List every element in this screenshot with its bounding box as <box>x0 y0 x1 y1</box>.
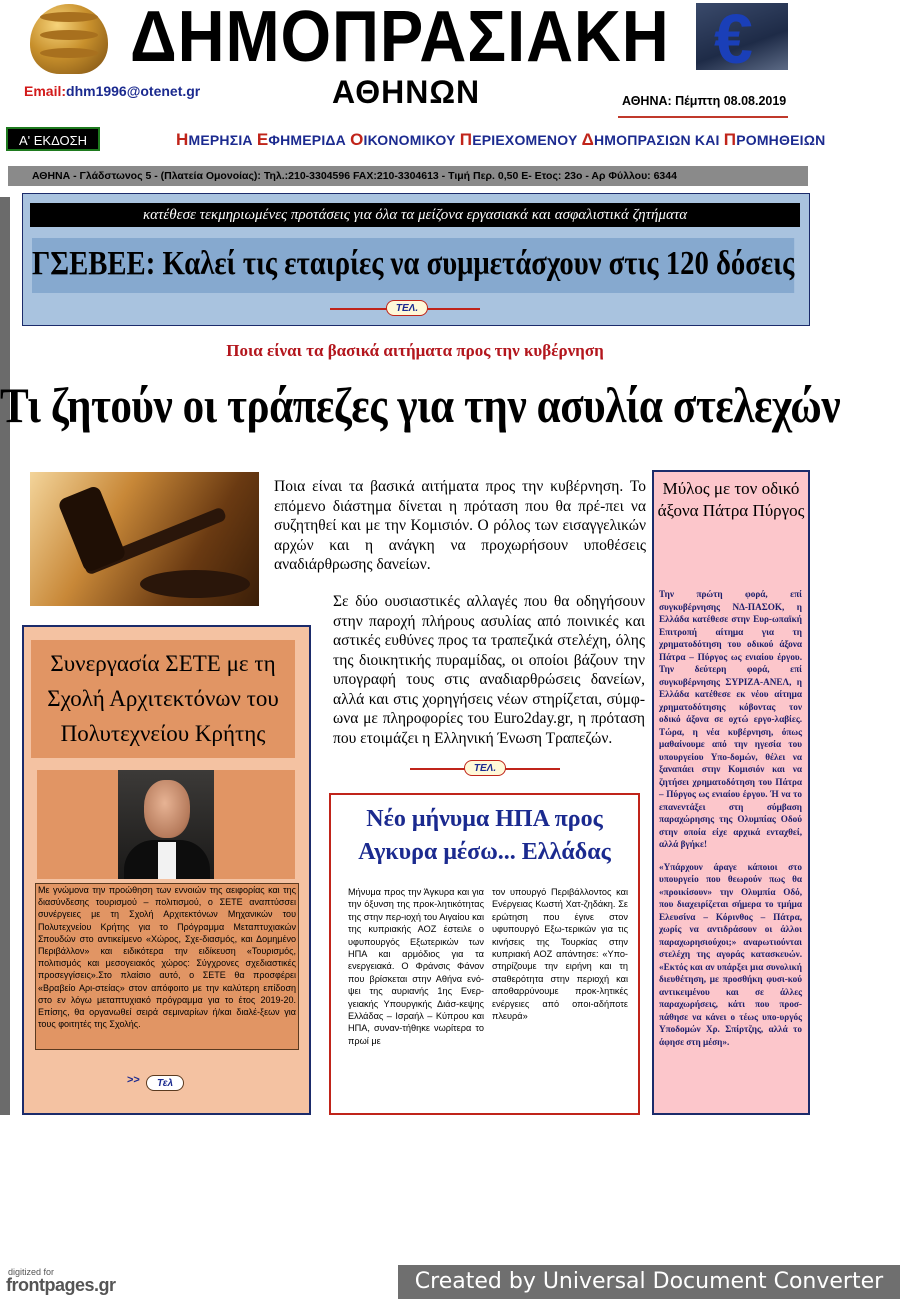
digitized-label: digitized for <box>8 1267 55 1277</box>
email-address[interactable]: dhm1996@otenet.gr <box>66 83 201 99</box>
road-article-title[interactable]: Μύλος με τον οδικό άξονα Πάτρα Πύργος <box>657 479 805 520</box>
road-article-text <box>659 588 802 1058</box>
coins-logo <box>30 4 108 74</box>
main-story-headline[interactable]: Τι ζητούν οι τράπεζες για την ασυλία στελεχών <box>0 377 841 433</box>
euro-icon: € <box>714 0 753 78</box>
sete-end-button[interactable]: Τελ <box>146 1075 184 1091</box>
banner-end-button[interactable]: ΤΕΛ. <box>386 300 428 316</box>
main-story-body: Σε δύο ουσιαστικές αλλαγές που θα οδηγήσουν στην παροχή πλήρους ασυλίας από ποινικές και αστικές ευθύνες προς τα τραπεζικά στελέχη, όλης της διοικητικής πυραμίδας, οι οποίοι βάζουν την υπογραφή τους στις αναδιαρθρώσεις δανείων, αλλά και στις χορηγήσεις νέων στηρίζεται, σύμφ-ωνα με πληροφορίες του Euro2day.gr, η πρόταση που ετοιμάζει η Ελληνική Ένωση Τραπεζών. <box>333 593 645 747</box>
converter-watermark: Created by Universal Document Converter <box>398 1265 900 1299</box>
usa-article-column-1: Μήνυμα προς την Άγκυρα και για την όξυνση της προκ-λητικότητας της στην περ-ιοχή του Αιγαίου και της κυπριακής ΑΟΖ έστειλε ο υφυπουργός Εξωτερικών των ΗΠΑ και αρμόδιος για τα ενεργειακά. Ο Φράνσις Φάνον που βρίσκεται στην Αθήνα ενό-ψει της αυριανής 1ης Ενερ-γειακής Υπουργικής Διάσ-κεψης Ελλάδας – Ισραήλ – Κύπρου και ΗΠΑ, συναν-τήθηκε νωρίτερα το πρωί με <box>348 887 484 1046</box>
main-story-end-button[interactable]: ΤΕΛ. <box>464 760 506 776</box>
subtitle-word: ΗΜΕΡΗΣΙΑ <box>176 130 257 149</box>
date-underline <box>618 116 788 118</box>
subtitle-word: ΠΕΡΙΕΧΟΜΕΝΟΥ <box>459 130 582 149</box>
main-story-kicker: Ποια είναι τα βασικά αιτήματα προς την κυβέρνηση <box>226 341 604 360</box>
road-article-paragraph: «Υπάρχουν άραγε κάποιοι στο υπουργείο που θεωρούν πως θα «προικίσουν» την Ολυμπία Οδό, που διαχειρίζεται σήμερα το τμήμα Ελευσίνα – Κόρινθος – Πάτρα, χωρίς να αντιδράσουν οι άλλοι παραχωρησιούχοι;» αναρωτιούνται στελέχη της αγοράς κατασκευών. «Εκτός και αν υπάρξει μια συνολική διευθέτηση, με προσθήκη φυσι-κού αντικειμένου και σε άλλες παραχωρήσεις, κάτι που προσ-πάθησε να κάνει ο τέως υπο-υργός Υποδομών Χρ. Σπίρτζης, αλλά το άφησε στη μέση». <box>659 861 802 1047</box>
gavel-image <box>30 472 259 606</box>
arrow-icon: >> <box>127 1074 140 1086</box>
email-label: Email: <box>24 83 67 99</box>
contact-info-bar: ΑΘΗΝΑ - Γλάδστωνος 5 - (Πλατεία Ομονοίας): Τηλ.:210-3304596 FAX:210-3304613 - Τιμή Περ. 0,50 Ε- Ετος: 23ο - Αρ Φύλλου: 6344 <box>8 166 808 186</box>
subtitle-word: ΠΡΟΜΗΘΕΙΩΝ <box>723 130 826 149</box>
portrait-photo <box>118 770 214 879</box>
subtitle-word: ΕΦΗΜΕΡΙΔΑ <box>256 130 351 149</box>
euro-logo <box>696 0 788 78</box>
email-line <box>24 83 200 99</box>
usa-article-column-2: τον υπουργό Περιβάλλοντος και Ενέργειας Κωστή Χατ-ζηδάκη. Σε ερώτηση που έγινε στον υφυπουργό Εξω-τερικών για τις κινήσεις της Τουρκίας στην κυπριακή ΑΟΖ απάντησε: «Υπο-στηρίζουμε την ειρήνη και τη σταθερότητα στην περιοχή και αποθαρρύνουμε προκ-λητικές ενέργειες από οποι-αδήποτε πλευρά» <box>492 887 628 1022</box>
left-margin-rule <box>0 197 10 1115</box>
edition-badge: Α' ΕΚΔΟΣΗ <box>6 127 100 151</box>
main-story-lead: Ποια είναι τα βασικά αιτήματα προς την κυβέρνηση. Το επόμενο διάστημα δίνεται η πρόταση που θα πρέ-πει να συζητηθεί και με την Κομισιόν. Ο ρόλος των εισαγγελικών αρχών και η ανάγκη να προχωρήσουν υποθέσεις αναδιάρθρωσης δανείων. <box>274 478 646 573</box>
frontpages-logo: frontpages.gr <box>6 1275 116 1295</box>
usa-article-title[interactable]: Νέο μήνυμα ΗΠΑ προς Αγκυρα μέσω... Ελλάδας <box>358 806 611 865</box>
subtitle-word: ΔΗΜΟΠΡΑΣΙΩΝ ΚΑΙ <box>581 130 724 149</box>
banner-headline[interactable]: ΓΣΕΒΕΕ: Καλεί τις εταιρίες να συμμετάσχουν στις 120 δόσεις <box>32 238 794 293</box>
subtitle-word: ΟΙΚΟΝΟΜΙΚΟΥ <box>350 130 460 149</box>
newspaper-title: ΔΗΜΟΠΡΑΣΙΑΚΗ <box>130 0 670 77</box>
sete-article-title[interactable]: Συνεργασία ΣΕΤΕ με τη Σχολή Αρχιτεκτόνων του Πολυτεχνείου Κρήτης <box>31 640 295 758</box>
road-article-paragraph: Την πρώτη φορά, επί συγκυβέρνησης ΝΔ-ΠΑΣΟΚ, η Ελλάδα κατέθεσε στην Ευρ-ωπαϊκή Επιτροπή αίτημα για τη χρηματοδότηση του οδικού άξονα Πάτρα – Πύργος ως ενιαίου έργου. Την δεύτερη φορά, επί συγκυβέρνησης ΣΥΡΙΖΑ-ΑΝΕΛ, η Ελλάδα κατέθεσε εκ νέου αίτημα χρηματοδότησης κόβοντας τον οδικό άξονα σε οχτώ εργο-λαβίες. Τώρα, η νέα κυβέρνηση, όπως μαθαίνουμε από την ηγεσία του υπουργείου Υπο-δομών, θέλει να ξαναπάει στην Κομισιόν και να ζητήσει χρηματοδότηση του Πάτρα – Πύργος ως ενιαίου έργου. Ή να το επανεντάξει στη σύμβαση παραχώρησης της Ολυμπίας Οδού στην οποία είχε αρχικά ενταχθεί, αλλά βγήκε! <box>659 589 802 849</box>
issue-date: ΑΘΗΝΑ: Πέμπτη 08.08.2019 <box>622 94 787 108</box>
newspaper-city: ΑΘΗΝΩΝ <box>332 74 481 110</box>
sete-article-text: Με γνώμονα την προώθηση των εννοιών της αειφορίας και της διασύνδεσης τουρισμού – πολιτισμού, ο ΣΕΤΕ αναπτύσσει συνέργειες με τη Σχολή Αρχιτεκτόνων Μηχανικών του Πολυτεχνείου Κρήτης για το Πρόγραμμα Μεταπτυχιακών Σπουδών στο αντικείμενο «Χώρος, Σχε-διασμός, και Δομημένο Περιβάλλον» και ειδικότερα την ειδίκευση «Τουρισμός, πολιτισμός και μεσογειακός χώρος: Σύγχρονες σχεδιαστικές προσεγγίσεις».Στο πλαίσιο αυτό, ο ΣΕΤΕ θα προσφέρει «Βραβείο Αρι-στείας» στον απόφοιτο με την καλύτερη επίδοση στο εν λόγω μεταπτυχιακό πρόγραμμα για το έτος 2019-20. Επίσης, θα οργανωθεί σειρά σεμιναρίων ή/και διαλέ-ξεων για τους φοιτητές της Σχολής. <box>38 885 296 1030</box>
newspaper-subtitle <box>176 130 825 150</box>
banner-kicker: κατέθεσε τεκμηριωμένες προτάσεις για όλα τα μείζονα εργασιακά και ασφαλιστικά ζητήματα <box>30 203 800 227</box>
